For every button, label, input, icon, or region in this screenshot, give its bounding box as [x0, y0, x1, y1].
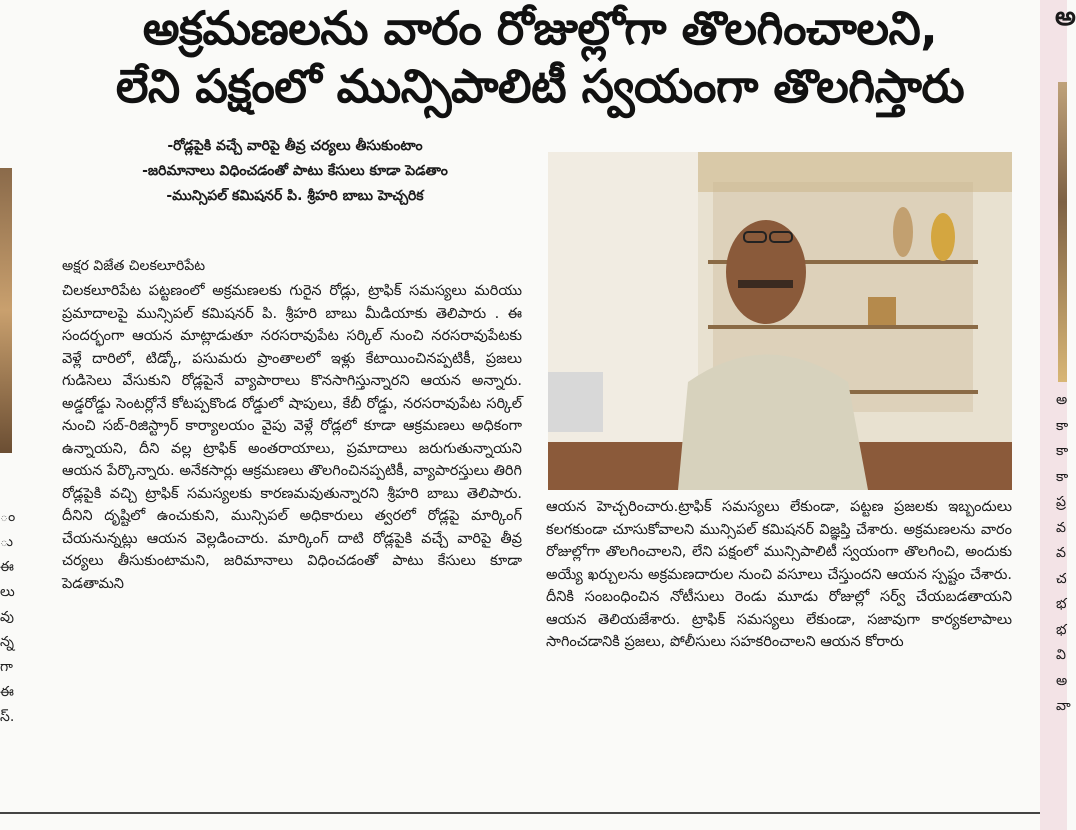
- edge-text-fragment: కా: [1056, 443, 1069, 459]
- article-body-column-1: చిలకలూరిపేట పట్టణంలో అక్రమణలకు గురైన రోడ్లు, ట్రాఫిక్ సమస్యలు మరియు ప్రమాదాలపై మున్సిపల్ కమిషనర్ పి. శ్రీహరి బాబు మీడియాకు తెలిపారు . ఈ సందర్భంగా ఆయన మాట్లాడుతూ నరసరావుపేట సర్కిల్ నుంచి నరసరావుపేటకు వెళ్లే దారిలో, టిడ్కో, పసుమరు ప్రాంతాలలో ఇళ్లు కేటాయించినప్పటికీ, ప్రజలు గుడిసెలు వేసుకుని రోడ్లపైనే వ్యాపారాలు కొనసాగిస్తున్నారని ఆయన అన్నారు. అడ్డరోడ్డు సెంటర్లోనే కోటప్పకొండ రోడ్డులో షాపులు, కేబీ రోడ్డు, నరసరావుపేట సర్కిల్ నుంచి సబ్-రిజిస్ట్రార్ కార్యాలయం వైపు వెళ్లే రోడ్లలో కూడా ఆక్రమణలు అధికంగా ఉన్నాయని, దీని వల్ల ట్రాఫిక్ అంతరాయాలు, ప్రమాదాలు జరుగుతున్నాయని ఆయన పేర్కొన్నారు. అనేకసార్లు ఆక్రమణలు తొలగించినప్పటికీ, వ్యాపారస్తులు తిరిగి రోడ్లపైకి వచ్చి ట్రాఫిక్ సమస్యలకు కారణమవుతున్నారని శ్రీహరి బాబు తెలిపారు. దీనిని దృష్టిలో ఉంచుకుని, మున్సిపల్ అధికారులు త్వరలో రోడ్లపై మార్కింగ్ చేయనున్నట్లు ఆయన వెల్లడించారు. మార్కింగ్ దాటి రోడ్లపైకి వచ్చే వారిపై తీవ్ర చర్యలు తీసుకుంటామని, జరిమానాలు విధించడంతో పాటు కేసులు కూడా పెడతామని: [62, 283, 522, 592]
- edge-text-fragment: చ: [1056, 570, 1067, 587]
- photo-illustration: [548, 152, 1012, 490]
- edge-text-fragment: ప్ర: [1056, 494, 1066, 510]
- adjacent-headline-fragment: అ: [1055, 2, 1076, 32]
- commissioner-photo: [548, 152, 1012, 490]
- edge-text-fragment: వి: [1056, 647, 1066, 663]
- adjacent-text-fragment: [1056, 388, 1071, 720]
- subheadings: [60, 134, 530, 209]
- subheading: -రోడ్లపైకి వచ్చే వారిపై తీవ్ర చర్యలు తీసుకుంటాం: [167, 138, 423, 154]
- edge-text-fragment: ఈ: [0, 559, 14, 575]
- edge-text-fragment: వు: [0, 609, 14, 625]
- edge-text-fragment: ం: [0, 509, 16, 525]
- adjacent-article-right-edge: [1040, 0, 1076, 830]
- headline-line-1: అక్రమణలను వారం రోజుల్లోగా తొలగించాలని,: [142, 1, 938, 55]
- article-body-column-2: ఆయన హెచ్చరించారు.ట్రాఫిక్ సమస్యలు లేకుండా, పట్టణ ప్రజలకు ఇబ్బందులు కలగకుండా చూసుకోవాలని మున్సిపల్ కమిషనర్ విజ్ఞప్తి చేశారు. అక్రమణలను వారం రోజుల్లోగా తొలగించాలని, లేని పక్షంలో మున్సిపాలిటీ స్వయంగా తొలగించి, అందుకు అయ్యే ఖర్చులను అక్రమణదారుల నుంచి వసూలు చేస్తుందని ఆయన స్పష్టం చేశారు. దీనికి సంబంధించిన నోటీసులు రెండు మూడు రోజుల్లో సర్వ్ చేయబడతాయని ఆయన తెలియజేశారు. ట్రాఫిక్ సమస్యలు లేకుండా, సజావుగా కార్యకలాపాలు సాగించడానికి ప్రజలు, పోలీసులు సహకరించాలని ఆయన కోరారు: [546, 499, 1012, 650]
- edge-text-fragment: వా: [1056, 698, 1071, 714]
- edge-text-fragment: గా: [0, 659, 13, 675]
- edge-text-fragment: భ: [1056, 621, 1067, 638]
- edge-text-fragment: కా: [1056, 417, 1069, 434]
- headline-line-2: లేని పక్షంలో మున్సిపాలిటీ స్వయంగా తొలగిస్తారు: [115, 59, 965, 113]
- edge-text-fragment: లు: [0, 584, 15, 600]
- adjacent-article-left-edge: [0, 0, 20, 830]
- edge-text-fragment: స్.: [0, 709, 15, 725]
- subheading: -మున్సిపల్ కమిషనర్ పి. శ్రీహరి బాబు హెచ్చరిక: [166, 188, 424, 204]
- edge-text-fragment: భ: [1056, 596, 1067, 612]
- edge-text-fragment: ు: [0, 534, 13, 550]
- edge-text-fragment: వ: [1056, 545, 1066, 561]
- adjacent-photo-fragment: [1058, 82, 1067, 382]
- byline: అక్షర విజేత చిలకలూరిపేట: [62, 258, 206, 274]
- edge-text-fragment: వ: [1056, 519, 1066, 536]
- adjacent-text-fragment: [0, 505, 15, 730]
- adjacent-photo-fragment: [0, 168, 12, 453]
- edge-text-fragment: కా: [1056, 468, 1069, 485]
- edge-text-fragment: అ: [1056, 392, 1068, 408]
- edge-text-fragment: అ: [1056, 672, 1068, 689]
- page-divider: [0, 812, 1040, 814]
- subheading: -జరిమానాలు విధించడంతో పాటు కేసులు కూడా పెడతాం: [142, 163, 448, 179]
- edge-text-fragment: ఈ: [0, 684, 14, 700]
- edge-text-fragment: న్న: [0, 634, 14, 650]
